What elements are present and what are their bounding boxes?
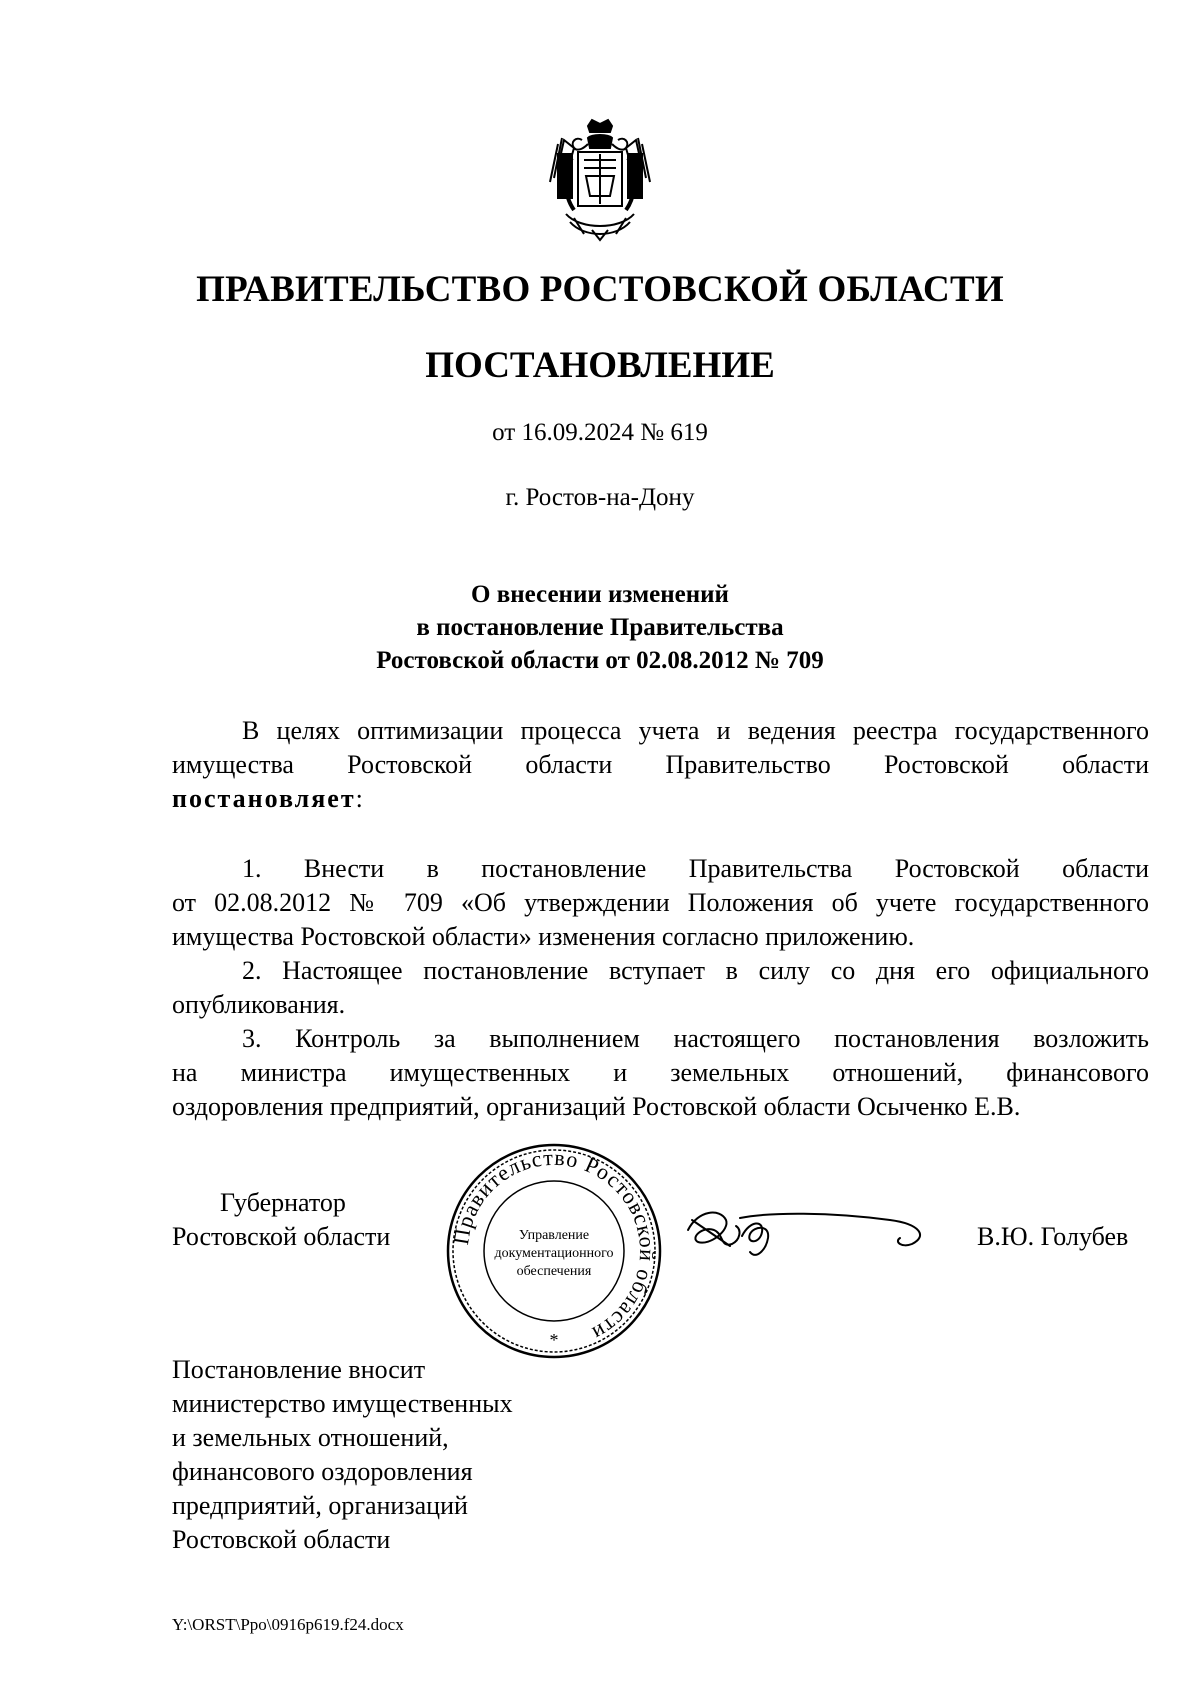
- item-1-line: имущества Ростовской области» изменения согласно приложению.: [172, 922, 915, 951]
- handwritten-signature: [680, 1190, 930, 1270]
- item-1-line: 1. Внести в постановление Правительства Ростовской области: [242, 854, 1149, 883]
- introduced-by-line: министерство имущественных: [172, 1389, 513, 1418]
- seal-ring-text: Правительство Ростовской области: [448, 1144, 661, 1347]
- introduced-by-line: Постановление вносит: [172, 1355, 426, 1384]
- preamble-line: В целях оптимизации процесса учета и ведения реестра государственного: [242, 716, 1149, 745]
- introduced-by-line: финансового оздоровления: [172, 1457, 473, 1486]
- seal-inner-line: Управление: [518, 1228, 590, 1243]
- item-3-line: оздоровления предприятий, организаций Ростовской области Осыченко Е.В.: [172, 1092, 1021, 1121]
- item-2-line: 2. Настоящее постановление вступает в силу со дня его официального: [242, 956, 1149, 985]
- signer-title-line: Ростовской области: [172, 1222, 391, 1251]
- document-city: г. Ростов-на-Дону: [505, 484, 695, 511]
- official-seal: [443, 1140, 665, 1362]
- decree-colon: :: [355, 784, 363, 813]
- item-2-line: опубликования.: [172, 990, 346, 1019]
- introduced-by-line: и земельных отношений,: [172, 1423, 449, 1452]
- document-type: ПОСТАНОВЛЕНИЕ: [425, 345, 775, 386]
- seal-inner-line: документационного: [494, 1246, 614, 1261]
- document-subject: [0, 578, 1200, 677]
- introduced-by-line: предприятий, организаций: [172, 1491, 468, 1520]
- subject-line: в постановление Правительства: [416, 614, 784, 641]
- subject-line: О внесении изменений: [471, 581, 729, 608]
- seal-inner-line: обеспечения: [516, 1264, 592, 1279]
- signer-name: В.Ю. Голубев: [977, 1222, 1129, 1251]
- preamble-decree: [172, 782, 363, 816]
- org-title: ПРАВИТЕЛЬСТВО РОСТОВСКОЙ ОБЛАСТИ: [196, 269, 1004, 310]
- signer-title-line: Губернатор: [220, 1188, 346, 1217]
- file-path: Y:\ORST\Ppo\0916p619.f24.docx: [172, 1615, 404, 1634]
- preamble-line: имущества Ростовской области Правительство Ростовской области: [172, 750, 1149, 779]
- decree-word: постановляет: [172, 784, 356, 813]
- item-3-line: на министра имущественных и земельных отношений, финансового: [172, 1058, 1149, 1087]
- item-1-line: от 02.08.2012 № 709 «Об утверждении Положения об учете государственного: [172, 888, 1149, 917]
- document-date-number: от 16.09.2024 № 619: [492, 419, 708, 446]
- item-3-line: 3. Контроль за выполнением настоящего постановления возложить: [242, 1024, 1149, 1053]
- introduced-by-line: Ростовской области: [172, 1525, 391, 1554]
- coat-of-arms-icon: [540, 118, 660, 244]
- seal-star: *: [549, 1330, 559, 1350]
- subject-line: Ростовской области от 02.08.2012 № 709: [376, 647, 824, 674]
